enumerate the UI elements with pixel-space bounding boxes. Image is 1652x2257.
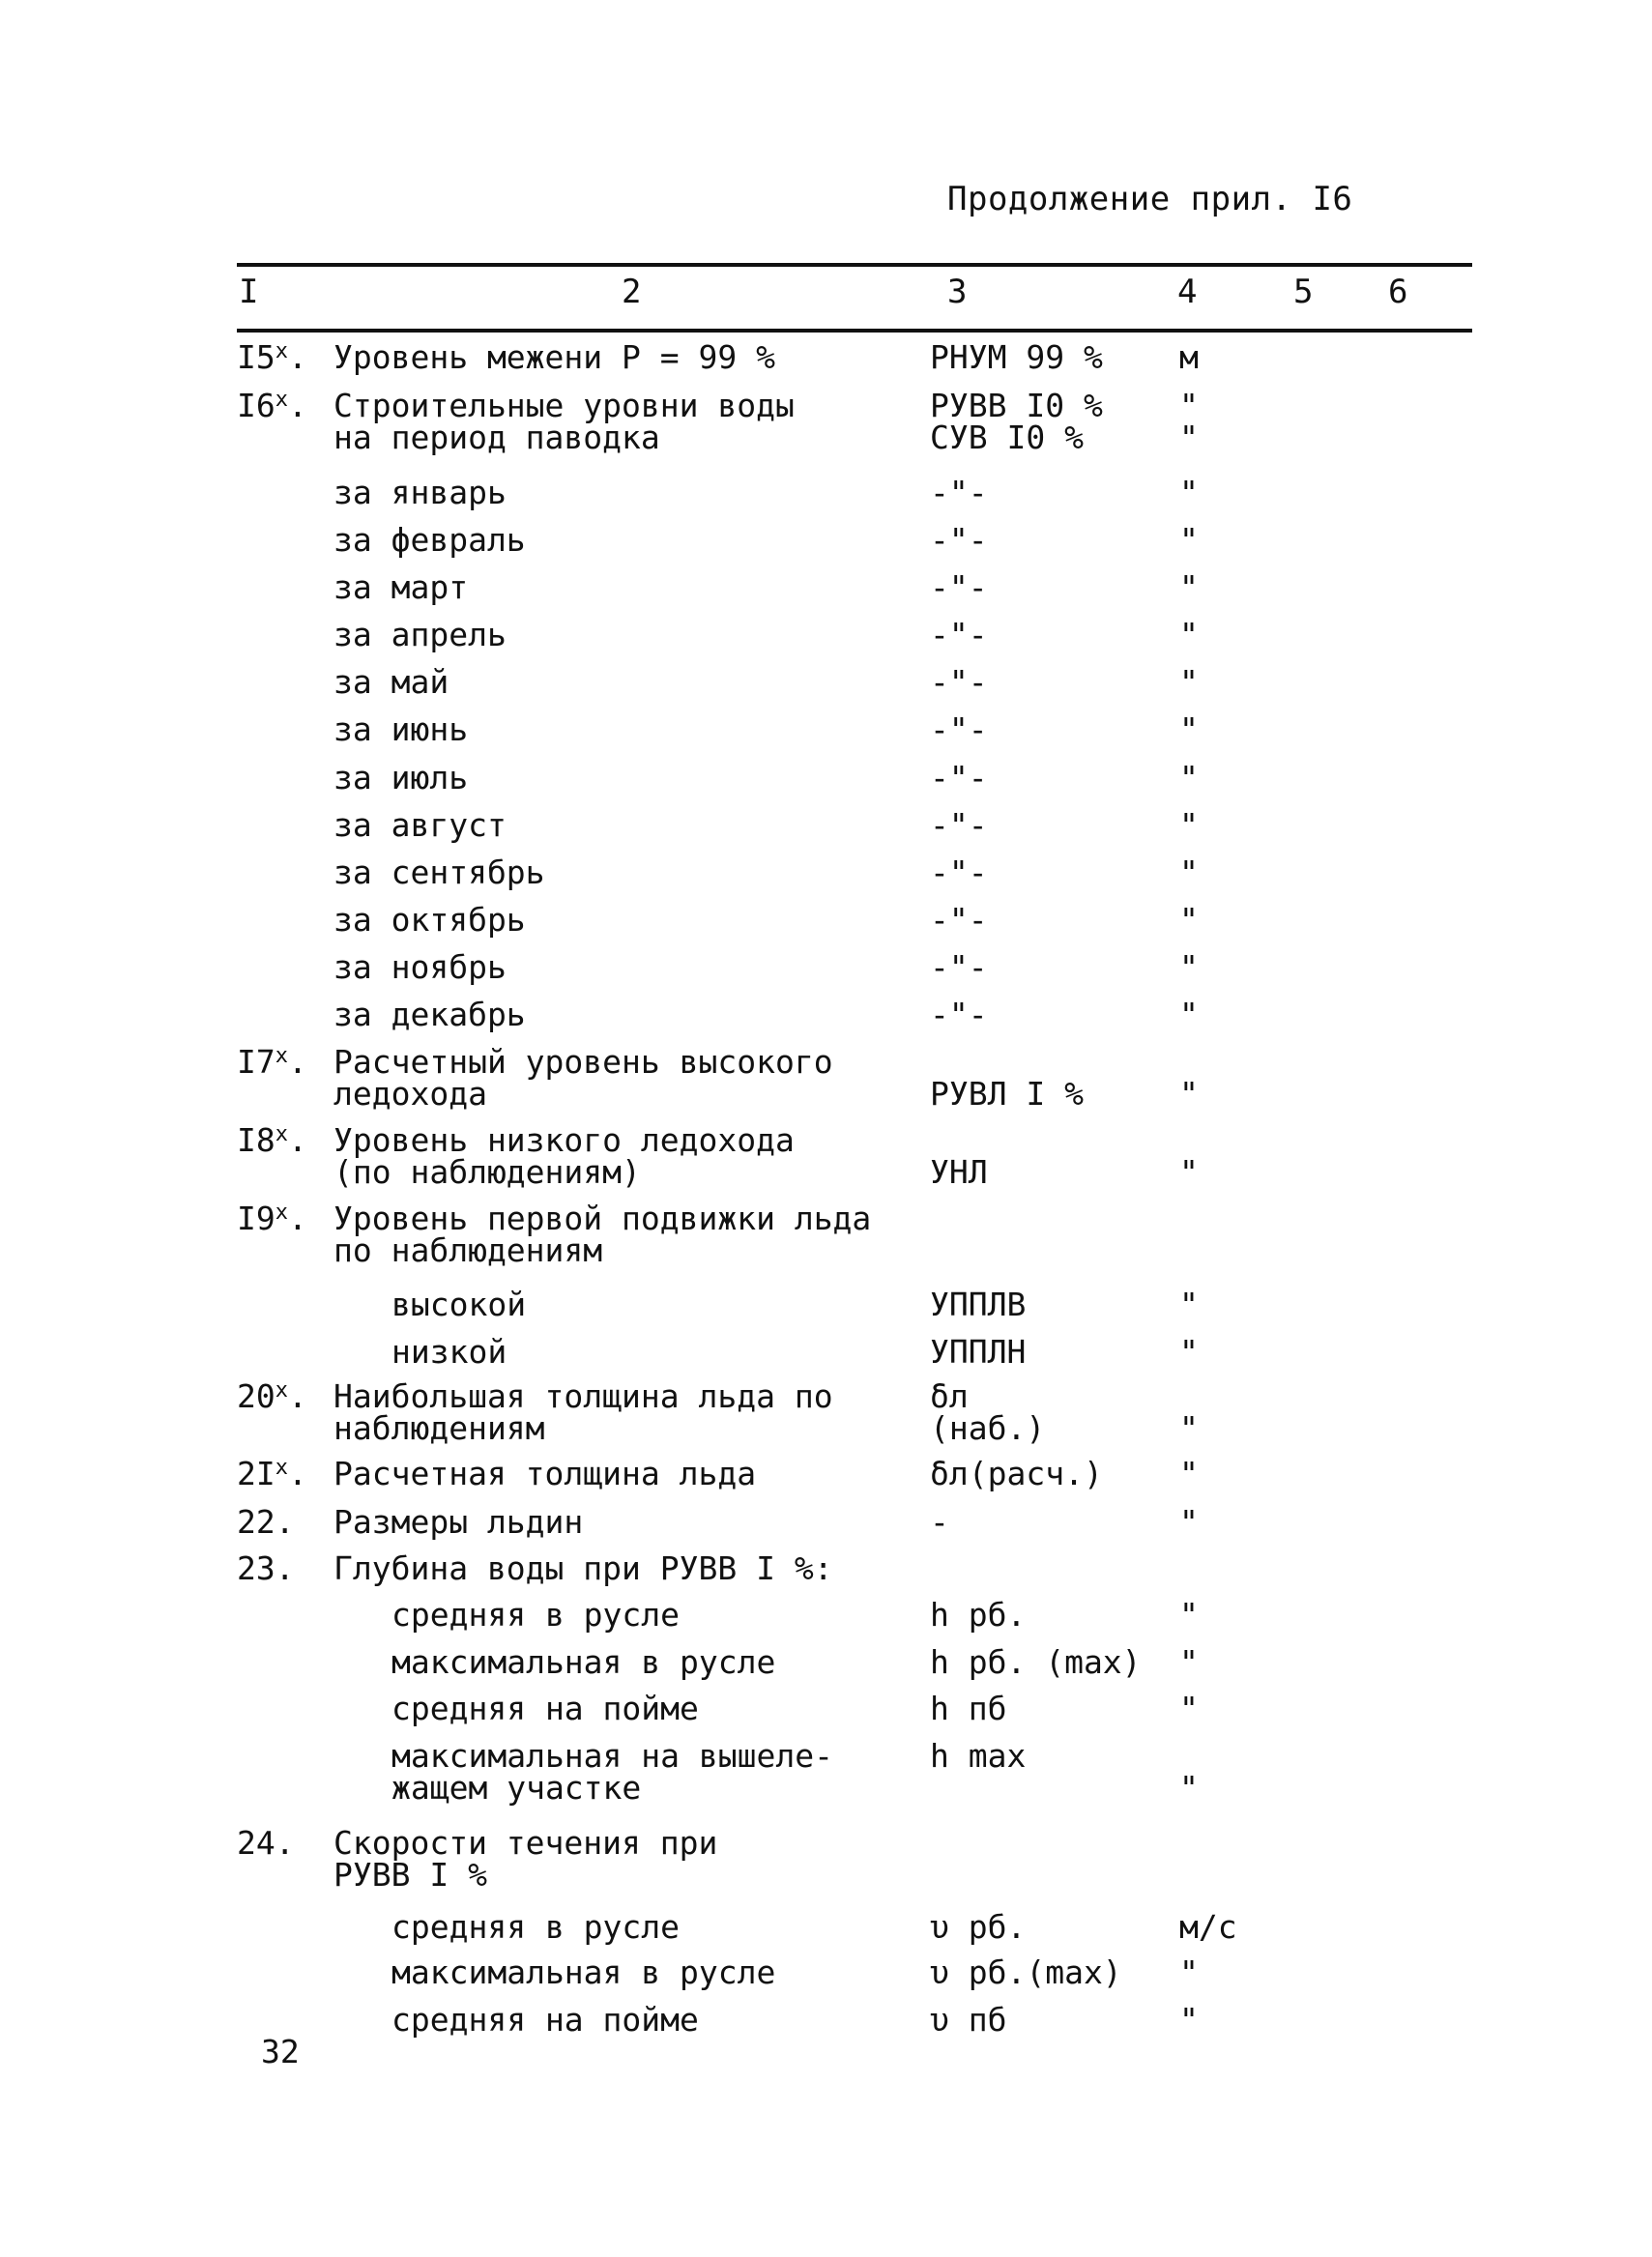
parameter-code: РУВВ I0 % <box>930 387 1103 424</box>
parameter-name: Расчетная толщина льда <box>333 1455 757 1492</box>
unit: " <box>1179 1596 1199 1634</box>
unit: " <box>1179 474 1199 511</box>
column-header-1: I <box>239 273 259 311</box>
unit: " <box>1179 1503 1199 1541</box>
unit: " <box>1179 901 1199 939</box>
row-number: 23. <box>237 1549 295 1587</box>
parameter-code: -"- <box>930 806 988 844</box>
row-number: 22. <box>237 1503 295 1541</box>
parameter-name: низкой <box>391 1333 507 1371</box>
parameter-name: максимальная в русле <box>391 1643 776 1681</box>
column-header-5: 5 <box>1293 273 1314 311</box>
parameter-name: за апрель <box>333 616 507 653</box>
unit: " <box>1179 568 1199 606</box>
footnote-mark: x <box>275 1378 288 1403</box>
footnote-mark: x <box>275 1201 288 1225</box>
footnote-mark: x <box>275 1044 288 1068</box>
footnote-mark: x <box>275 388 288 412</box>
row-number: 24. <box>237 1824 295 1862</box>
parameter-name: РУВВ I % <box>333 1856 487 1894</box>
unit: " <box>1179 948 1199 986</box>
column-header-4: 4 <box>1177 273 1198 311</box>
parameter-code: -"- <box>930 710 988 748</box>
parameter-name: за ноябрь <box>333 948 507 986</box>
parameter-code: -"- <box>930 663 988 701</box>
parameter-name: за февраль <box>333 521 526 559</box>
parameter-name: Строительные уровни воды <box>333 387 795 424</box>
row-number: I9$^x$. <box>237 1200 307 1237</box>
parameter-code: СУВ I0 % <box>930 419 1084 456</box>
row-number: I7$^x$. <box>237 1043 307 1081</box>
unit: " <box>1179 1075 1199 1113</box>
parameter-code: -"- <box>930 854 988 891</box>
unit: " <box>1179 1286 1199 1323</box>
parameter-name: максимальная на вышеле- <box>391 1737 833 1775</box>
footnote-mark: x <box>275 339 288 363</box>
unit: " <box>1179 1455 1199 1492</box>
parameter-code: h max <box>930 1737 1027 1775</box>
parameter-name: за август <box>333 806 507 844</box>
column-header-6: 6 <box>1388 273 1408 311</box>
unit: м <box>1179 338 1199 376</box>
parameter-code: -"- <box>930 568 988 606</box>
unit: " <box>1179 616 1199 653</box>
unit: " <box>1179 521 1199 559</box>
unit: " <box>1179 419 1199 456</box>
unit: " <box>1179 1690 1199 1727</box>
parameter-name: средняя на пойме <box>391 1690 699 1727</box>
parameter-code: -"- <box>930 948 988 986</box>
parameter-name: за март <box>333 568 469 606</box>
parameter-code: РУВЛ I % <box>930 1075 1084 1113</box>
column-header-3: 3 <box>947 273 968 311</box>
parameter-name: высокой <box>391 1286 527 1323</box>
parameter-code: h рб. <box>930 1596 1027 1634</box>
parameter-name: на период паводка <box>333 419 660 456</box>
unit: м/с <box>1179 1908 1237 1946</box>
parameter-code: δл <box>930 1377 969 1415</box>
row-number: $2I^x$. <box>237 1455 307 1492</box>
table-header-rule <box>237 329 1472 333</box>
parameter-name: максимальная в русле <box>391 1953 776 1991</box>
parameter-name: за июль <box>333 759 469 796</box>
unit: " <box>1179 1769 1199 1807</box>
parameter-name: ледохода <box>333 1075 487 1113</box>
parameter-code: -"- <box>930 616 988 653</box>
row-number: I8$^x$. <box>237 1121 307 1159</box>
parameter-name: Глубина воды при РУВВ I %: <box>333 1549 833 1587</box>
parameter-name: за октябрь <box>333 901 526 939</box>
unit: " <box>1179 1953 1199 1991</box>
continuation-header: Продолжение прил. I6 <box>947 180 1353 218</box>
parameter-name: Скорости течения при <box>333 1824 718 1862</box>
parameter-code: (наб.) <box>930 1409 1046 1447</box>
parameter-name: Наибольшая толщина льда по <box>333 1377 833 1415</box>
parameter-name: Уровень низкого ледохода <box>333 1121 795 1159</box>
unit: " <box>1179 1409 1199 1447</box>
parameter-name: за май <box>333 663 449 701</box>
unit: " <box>1179 663 1199 701</box>
parameter-code: -"- <box>930 474 988 511</box>
parameter-code: h пб <box>930 1690 1007 1727</box>
unit: " <box>1179 387 1199 424</box>
parameter-code: υ пб <box>930 2001 1007 2039</box>
parameter-name: (по наблюдениям) <box>333 1153 641 1191</box>
parameter-code: - <box>930 1503 949 1541</box>
parameter-name: Расчетный уровень высокого <box>333 1043 833 1081</box>
row-number: I6$^x$. <box>237 387 307 424</box>
parameter-name: по наблюдениям <box>333 1231 603 1269</box>
unit: " <box>1179 710 1199 748</box>
parameter-name: наблюдениям <box>333 1409 545 1447</box>
parameter-code: -"- <box>930 901 988 939</box>
table-top-rule <box>237 263 1472 267</box>
unit: " <box>1179 1153 1199 1191</box>
parameter-code: δл(расч.) <box>930 1455 1103 1492</box>
row-number: I5$^x$. <box>237 338 307 376</box>
parameter-code: РНУМ 99 % <box>930 338 1103 376</box>
parameter-name: жащем участке <box>391 1769 642 1807</box>
parameter-name: за сентябрь <box>333 854 545 891</box>
parameter-code: -"- <box>930 521 988 559</box>
parameter-code: УППЛВ <box>930 1286 1027 1323</box>
page-number: 32 <box>261 2033 300 2070</box>
parameter-name: Уровень первой подвижки льда <box>333 1200 872 1237</box>
footnote-mark: x <box>275 1122 288 1146</box>
unit: " <box>1179 759 1199 796</box>
parameter-name: за январь <box>333 474 507 511</box>
parameter-code: h рб. (max) <box>930 1643 1142 1681</box>
parameter-code: υ рб.(max) <box>930 1953 1122 1991</box>
unit: " <box>1179 996 1199 1033</box>
unit: " <box>1179 2001 1199 2039</box>
unit: " <box>1179 854 1199 891</box>
parameter-code: -"- <box>930 996 988 1033</box>
footnote-mark: x <box>275 1456 288 1480</box>
parameter-code: УНЛ <box>930 1153 988 1191</box>
parameter-name: средняя в русле <box>391 1596 681 1634</box>
parameter-name: средняя в русле <box>391 1908 681 1946</box>
parameter-name: средняя на пойме <box>391 2001 699 2039</box>
parameter-name: за июнь <box>333 710 469 748</box>
parameter-code: υ рб. <box>930 1908 1027 1946</box>
parameter-name: Уровень межени Р = 99 % <box>333 338 775 376</box>
parameter-code: -"- <box>930 759 988 796</box>
unit: " <box>1179 806 1199 844</box>
unit: " <box>1179 1643 1199 1681</box>
parameter-name: Размеры льдин <box>333 1503 584 1541</box>
unit: " <box>1179 1333 1199 1371</box>
parameter-name: за декабрь <box>333 996 526 1033</box>
column-header-2: 2 <box>622 273 642 311</box>
parameter-code: УППЛН <box>930 1333 1027 1371</box>
row-number: 20$^x$. <box>237 1377 307 1415</box>
